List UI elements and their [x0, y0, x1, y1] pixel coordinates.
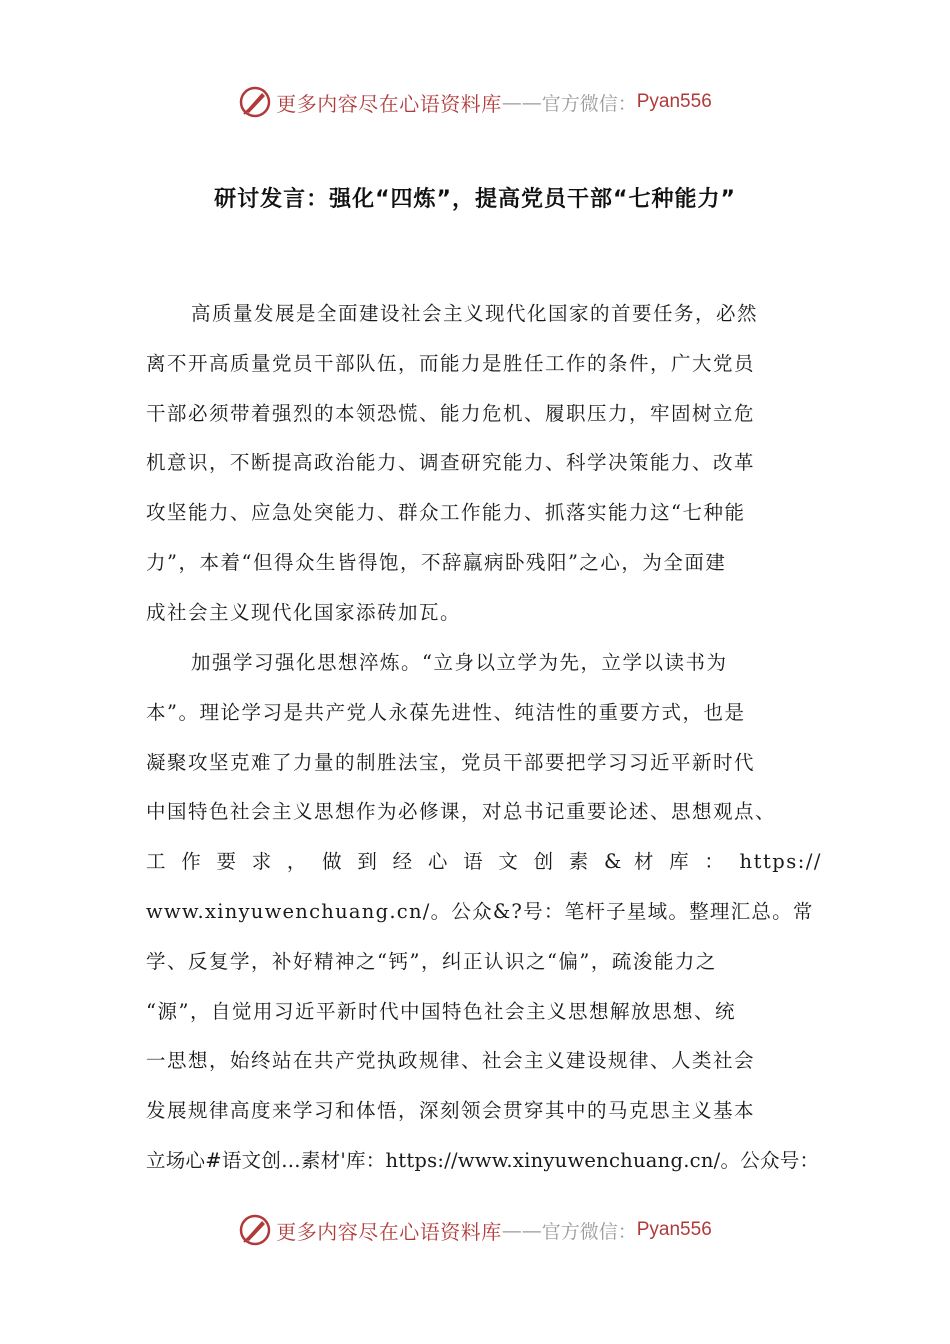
paragraph-line: 本”。理论学习是共产党人永葆先进性、纯洁性的重要方式，也是	[146, 700, 746, 724]
banner-text: 更多内容尽在心语资料库	[276, 91, 502, 116]
paragraph-line: 凝聚攻坚克难了力量的制胜法宝，党员干部要把学习习近平新时代	[146, 750, 756, 774]
paragraph-line: 攻坚能力、应急处突能力、群众工作能力、抓落实能力这“七种能	[146, 501, 746, 525]
wechat-label: 官方微信：	[541, 1220, 637, 1243]
paragraph-line: 工 作 要 求 ， 做 到 经 心 语 文 创 素 & 材 库 ： https://	[146, 850, 822, 874]
paragraph-line: 力”，本着“但得众生皆得饱，不辞羸病卧残阳”之心，为全面建	[146, 550, 727, 574]
paragraph-1	[146, 289, 822, 638]
banner-separator: ——	[501, 1218, 542, 1242]
quill-logo-icon	[238, 85, 272, 119]
document-title: 研讨发言：强化“四炼”，提高党员干部“七种能力”	[214, 187, 736, 212]
banner-text: 更多内容尽在心语资料库	[276, 1219, 502, 1244]
paragraph-2	[146, 638, 822, 1186]
paragraph-line: 学、反复学，补好精神之“钙”，纠正认识之“偏”，疏浚能力之	[146, 949, 717, 973]
wechat-id: Pyan556	[636, 1219, 712, 1240]
quill-logo-icon	[238, 1213, 272, 1247]
paragraph-line: 中国特色社会主义思想作为必修课，对总书记重要论述、思想观点、	[146, 800, 777, 824]
header-banner	[0, 80, 950, 124]
paragraph-line: 立场心#语文创…素材'库：https://www.xinyuwenchuang.cn/。公众号：	[146, 1148, 820, 1172]
paragraph-line: 发展规律高度来学习和体悟，深刻领会贯穿其中的马克思主义基本	[146, 1099, 756, 1123]
banner-separator: ——	[501, 90, 542, 114]
paragraph-line: www.xinyuwenchuang.cn/。公众&?号：笔杆子星域。整理汇总。常	[146, 899, 814, 923]
paragraph-line: 高质量发展是全面建设社会主义现代化国家的首要任务，必然	[191, 302, 759, 325]
paragraph-line: 离不开高质量党员干部队伍，而能力是胜任工作的条件，广大党员	[146, 351, 756, 375]
paragraph-line: “源”，自觉用习近平新时代中国特色社会主义思想解放思想、统	[146, 999, 736, 1023]
paragraph-line: 成社会主义现代化国家添砖加瓦。	[146, 600, 462, 624]
paragraph-line: 加强学习强化思想淬炼。“立身以立学为先，立学以读书为	[191, 651, 728, 674]
wechat-label: 官方微信：	[541, 92, 637, 115]
footer-banner	[0, 1208, 950, 1252]
paragraph-line: 机意识，不断提高政治能力、调查研究能力、科学决策能力、改革	[146, 451, 756, 475]
paragraph-line: 干部必须带着强烈的本领恐慌、能力危机、履职压力，牢固树立危	[146, 401, 756, 425]
paragraph-line: 一思想，始终站在共产党执政规律、社会主义建设规律、人类社会	[146, 1049, 756, 1073]
wechat-id: Pyan556	[636, 91, 712, 112]
